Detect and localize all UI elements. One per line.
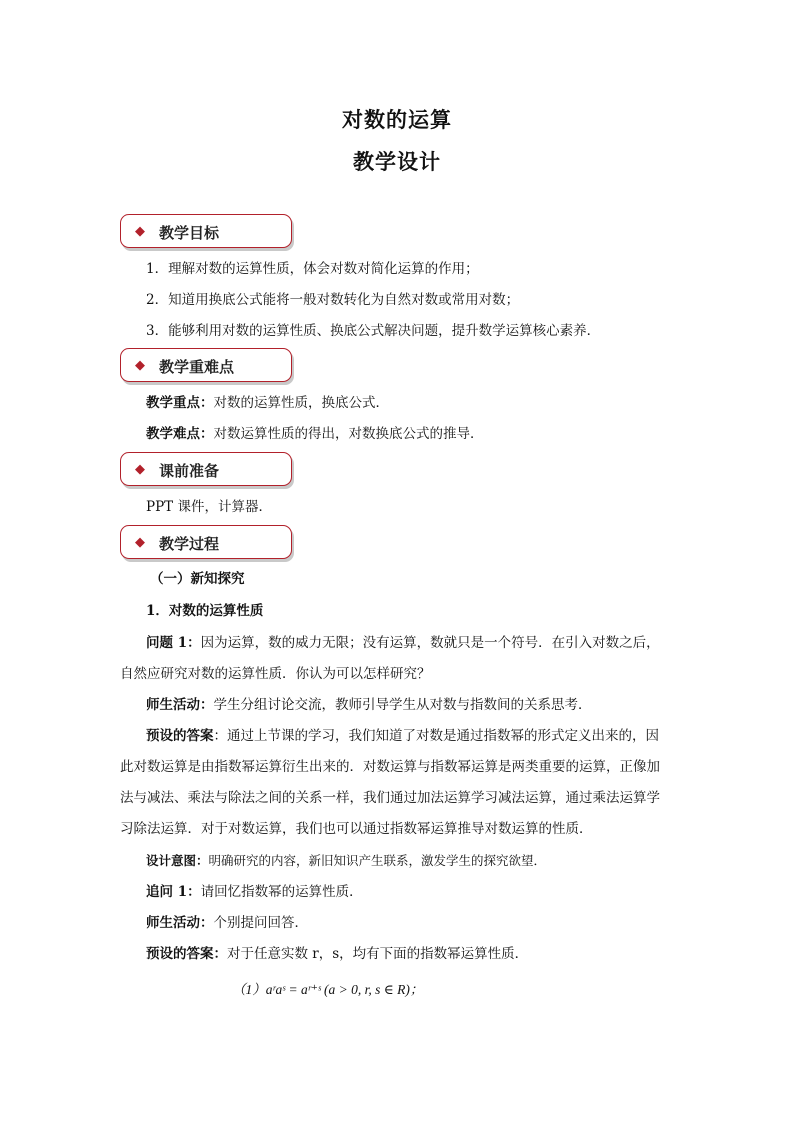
key-focus-text: 对数的运算性质，换底公式． xyxy=(213,395,389,411)
section-label: 教学重难点 xyxy=(159,358,235,376)
key-difficulty-label: 教学难点： xyxy=(146,426,214,442)
question-2-text: 请回忆指数幂的运算性质． xyxy=(200,884,363,900)
diamond-icon: ◆ xyxy=(135,358,145,373)
question-1-text: 因为运算，数的威力无限；没有运算，数就只是一个符号．在引入对数之后， xyxy=(200,635,660,651)
answer-2-text: 对于任意实数 r，s，均有下面的指数幂运算性质． xyxy=(227,946,529,962)
page-subtitle: 教学设计 xyxy=(353,149,441,174)
design-intent-label: 设计意图： xyxy=(146,853,209,868)
answer-1-cont: 此对数运算是由指数幂运算衍生出来的．对数运算与指数幂运算是两类重要的运算，正像加 xyxy=(120,759,660,775)
key-focus-line xyxy=(146,393,389,413)
subheading-new-knowledge: （一）新知探究 xyxy=(150,571,245,587)
key-focus-label: 教学重点： xyxy=(146,395,214,411)
prep-text: PPT 课件，计算器． xyxy=(146,499,272,515)
formula-1: （1）aʳaˢ = aʳ⁺ˢ (a > 0, r, s ∈ R)； xyxy=(232,982,424,997)
diamond-icon: ◆ xyxy=(135,462,145,477)
question-2-label: 追问 1： xyxy=(146,884,201,900)
page-title: 对数的运算 xyxy=(342,107,452,132)
activity-1-label: 师生活动： xyxy=(146,697,214,713)
answer-1-cont: 法与减法、乘法与除法之间的关系一样，我们通过加法运算学习减法运算，通过乘法运算学 xyxy=(120,790,660,806)
diamond-icon: ◆ xyxy=(135,224,145,239)
section-label: 教学目标 xyxy=(159,224,220,242)
question-1-cont: 自然应研究对数的运算性质．你认为可以怎样研究？ xyxy=(120,666,431,682)
question-1-line xyxy=(146,633,660,653)
section-label: 教学过程 xyxy=(159,535,220,553)
answer-1-cont: 习除法运算．对于对数运算，我们也可以通过指数幂运算推导对数运算的性质． xyxy=(120,821,593,837)
design-intent-line xyxy=(146,851,546,871)
subheading-log-properties: 1．对数的运算性质 xyxy=(146,603,264,619)
key-difficulty-text: 对数运算性质的得出，对数换底公式的推导． xyxy=(213,426,484,442)
activity-2-line xyxy=(146,913,308,933)
answer-2-line xyxy=(146,944,528,964)
question-1-label: 问题 1： xyxy=(146,635,201,651)
section-label: 课前准备 xyxy=(159,462,220,480)
section-header-key-points xyxy=(120,348,292,382)
activity-1-line xyxy=(146,695,592,715)
answer-2-label: 预设的答案： xyxy=(146,946,227,962)
section-header-process xyxy=(120,525,292,559)
answer-1-label: 预设的答案 xyxy=(146,728,214,744)
objective-item: 1．理解对数的运算性质，体会对数对简化运算的作用； xyxy=(146,261,479,277)
answer-1-text: ：通过上节课的学习，我们知道了对数是通过指数幂的形式定义出来的，因 xyxy=(213,728,659,744)
diamond-icon: ◆ xyxy=(135,535,145,550)
answer-1-line xyxy=(146,726,659,746)
key-difficulty-line xyxy=(146,424,484,444)
activity-2-label: 师生活动： xyxy=(146,915,214,931)
activity-2-text: 个别提问回答． xyxy=(213,915,308,931)
question-2-line xyxy=(146,882,363,902)
activity-1-text: 学生分组讨论交流，教师引导学生从对数与指数间的关系思考． xyxy=(213,697,592,713)
objective-item: 2．知道用换底公式能将一般对数转化为自然对数或常用对数； xyxy=(146,292,520,308)
section-header-prep xyxy=(120,452,292,486)
section-header-objectives xyxy=(120,214,292,248)
design-intent-text: 明确研究的内容，新旧知识产生联系，激发学生的探究欲望． xyxy=(208,853,547,868)
objective-item: 3．能够利用对数的运算性质、换底公式解决问题，提升数学运算核心素养． xyxy=(146,323,601,339)
